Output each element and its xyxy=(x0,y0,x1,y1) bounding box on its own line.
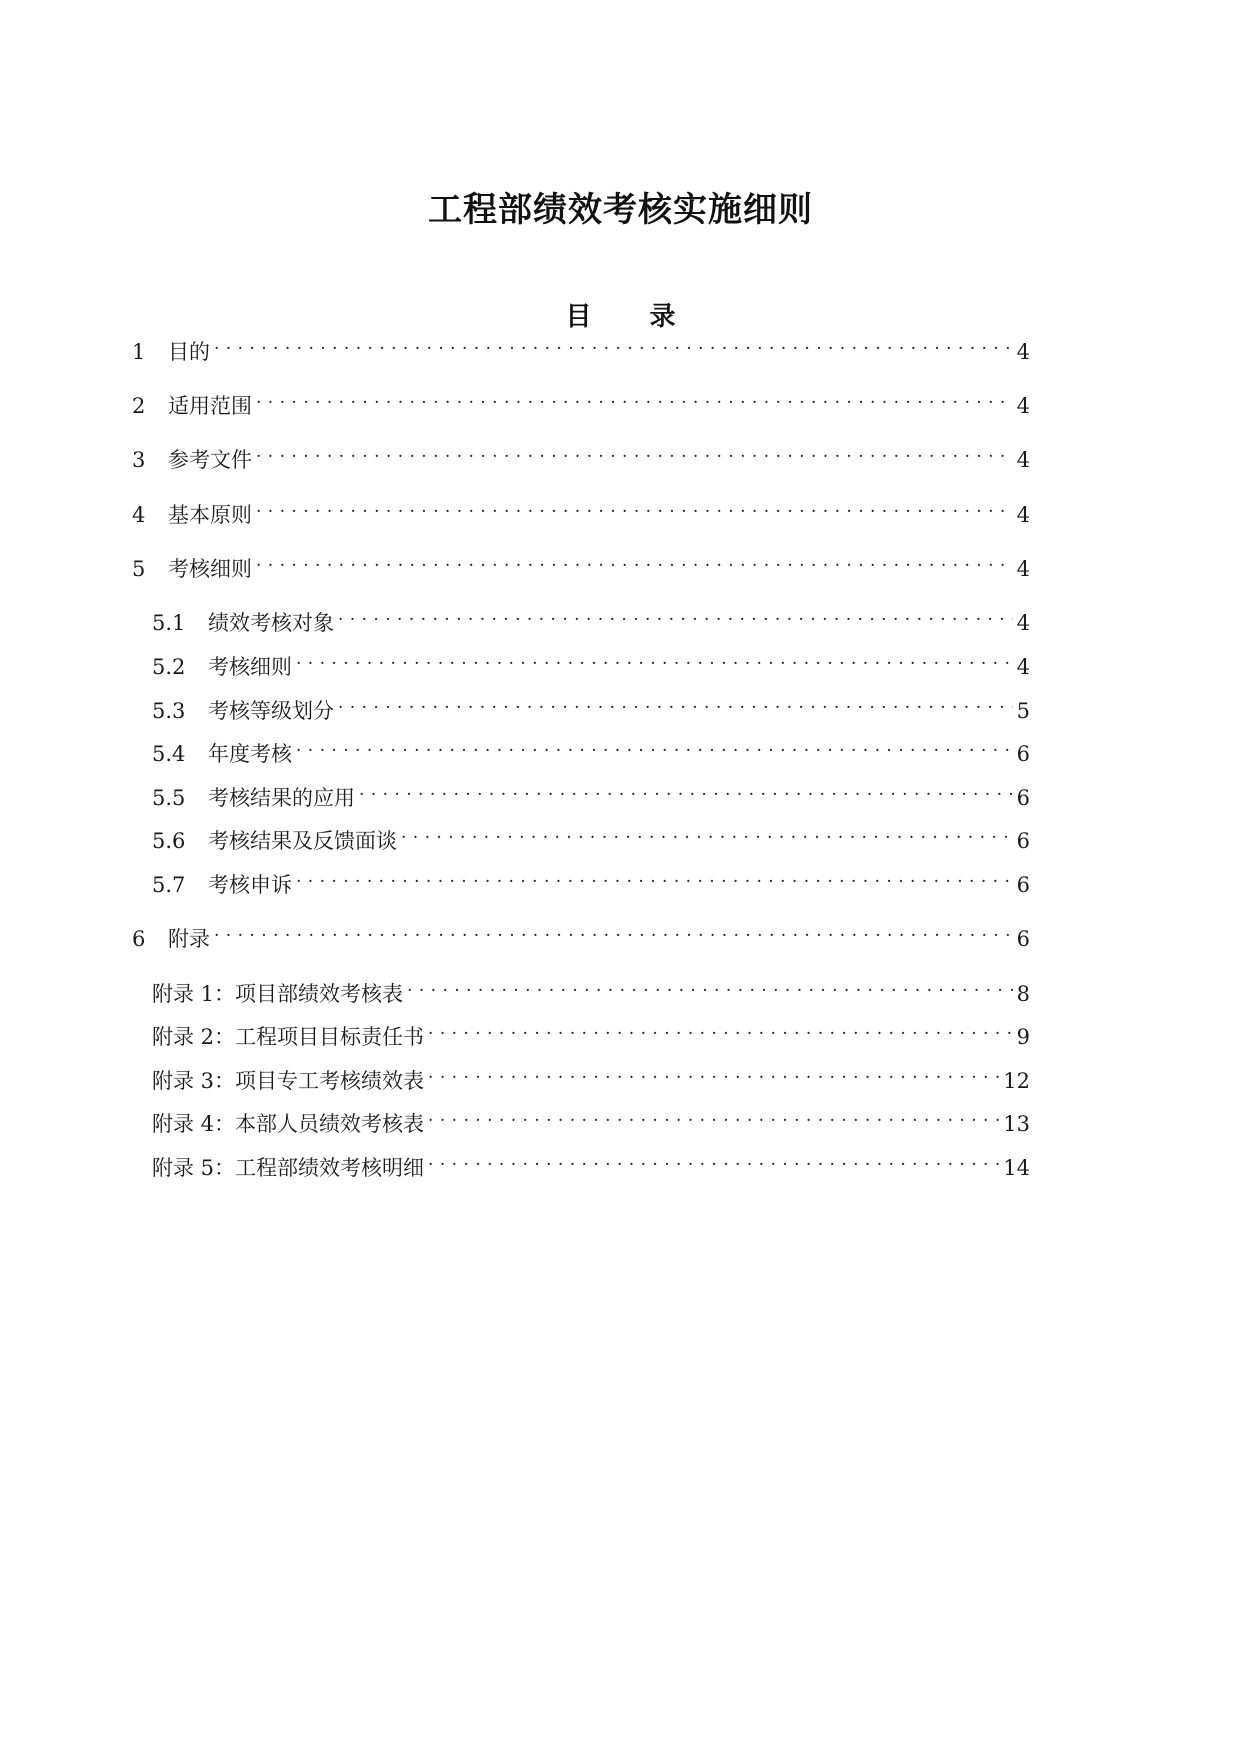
toc-entry-page: 4 xyxy=(1016,340,1030,364)
toc-leader-dots xyxy=(214,329,1013,359)
toc-entry-page: 6 xyxy=(1016,742,1030,766)
toc-entry-page: 12 xyxy=(1003,1069,1030,1093)
toc-entry-number: 5 xyxy=(132,557,146,581)
document-title: 工程部绩效考核实施细则 xyxy=(428,190,813,230)
toc-entry-title: 基本原则 xyxy=(168,503,252,527)
toc-entry-page: 4 xyxy=(1016,503,1030,527)
toc-entry-page: 6 xyxy=(1016,873,1030,897)
toc-entry-number: 5.1 xyxy=(152,611,186,635)
toc-entry-3[interactable] xyxy=(132,437,1030,472)
toc-entry-page: 8 xyxy=(1016,982,1030,1006)
toc-entry-page: 13 xyxy=(1003,1112,1030,1136)
toc-entry-number: 1 xyxy=(132,340,146,364)
toc-leader-dots xyxy=(338,600,1013,630)
toc-leader-dots xyxy=(428,1145,999,1175)
toc-entry-page: 4 xyxy=(1016,611,1030,635)
toc-entry-title: 考核结果及反馈面谈 xyxy=(208,829,397,853)
toc-leader-dots xyxy=(407,971,1013,1001)
toc-leader-dots xyxy=(428,1101,999,1131)
toc-entry-title: 附录 5：工程部绩效考核明细 xyxy=(152,1156,425,1180)
toc-heading-left: 目 xyxy=(565,302,592,332)
toc-entry-title: 考核细则 xyxy=(168,557,252,581)
toc-leader-dots xyxy=(256,546,1013,576)
toc-entry-page: 4 xyxy=(1016,394,1030,418)
toc-entry-appendix-1[interactable] xyxy=(152,971,1030,1006)
toc-leader-dots xyxy=(214,916,1013,946)
toc-leader-dots xyxy=(296,862,1013,892)
toc-entry-title: 附录 3：项目专工考核绩效表 xyxy=(152,1069,425,1093)
toc-entry-5-1[interactable] xyxy=(152,600,1030,635)
toc-entry-number: 2 xyxy=(132,394,146,418)
toc-leader-dots xyxy=(256,383,1013,413)
toc-entry-title: 绩效考核对象 xyxy=(208,611,334,635)
toc-entry-title: 考核细则 xyxy=(208,655,292,679)
toc-heading xyxy=(0,296,1241,333)
toc-entry-number: 3 xyxy=(132,448,146,472)
toc-entry-number: 6 xyxy=(132,927,146,951)
toc-heading-right: 录 xyxy=(649,302,676,332)
toc-leader-dots xyxy=(256,492,1013,522)
toc-entry-5-5[interactable] xyxy=(152,775,1030,810)
toc-entry-title: 年度考核 xyxy=(208,742,292,766)
toc-entry-title: 附录 xyxy=(168,927,210,951)
toc-entry-page: 4 xyxy=(1016,557,1030,581)
toc-entry-number: 5.2 xyxy=(152,655,186,679)
toc-entry-6[interactable] xyxy=(132,916,1030,951)
toc-entry-4[interactable] xyxy=(132,492,1030,527)
toc-leader-dots xyxy=(296,731,1013,761)
toc-leader-dots xyxy=(256,437,1013,467)
toc-leader-dots xyxy=(428,1058,999,1088)
toc-entry-appendix-5[interactable] xyxy=(152,1145,1030,1180)
toc-entry-title: 适用范围 xyxy=(168,394,252,418)
toc-entry-appendix-2[interactable] xyxy=(152,1014,1030,1049)
toc-entry-page: 5 xyxy=(1016,699,1030,723)
toc-entry-appendix-4[interactable] xyxy=(152,1101,1030,1136)
toc-entry-title: 附录 2：工程项目目标责任书 xyxy=(152,1025,425,1049)
toc-entry-number: 5.6 xyxy=(152,829,186,853)
toc-entry-title: 考核结果的应用 xyxy=(208,786,355,810)
toc-entry-5-7[interactable] xyxy=(152,862,1030,897)
toc-entry-page: 9 xyxy=(1016,1025,1030,1049)
toc-entry-title: 附录 1：项目部绩效考核表 xyxy=(152,982,404,1006)
toc-entry-5-4[interactable] xyxy=(152,731,1030,766)
toc-entry-number: 5.7 xyxy=(152,873,186,897)
toc-entry-5-2[interactable] xyxy=(152,644,1030,679)
toc-leader-dots xyxy=(428,1014,1013,1044)
toc-entry-number: 4 xyxy=(132,503,146,527)
toc-entry-title: 考核等级划分 xyxy=(208,699,334,723)
toc-entry-title: 考核申诉 xyxy=(208,873,292,897)
toc-entry-number: 5.5 xyxy=(152,786,186,810)
toc-entry-page: 6 xyxy=(1016,786,1030,810)
toc-leader-dots xyxy=(401,818,1013,848)
toc-entry-page: 4 xyxy=(1016,655,1030,679)
toc-leader-dots xyxy=(338,688,1013,718)
toc-entry-page: 14 xyxy=(1003,1156,1030,1180)
toc-entry-appendix-3[interactable] xyxy=(152,1058,1030,1093)
toc-leader-dots xyxy=(359,775,1013,805)
toc-entry-5[interactable] xyxy=(132,546,1030,581)
toc-entry-page: 4 xyxy=(1016,448,1030,472)
toc-entry-number: 5.3 xyxy=(152,699,186,723)
toc-entry-title: 目的 xyxy=(168,340,210,364)
toc-entry-5-3[interactable] xyxy=(152,688,1030,723)
toc-entry-5-6[interactable] xyxy=(152,818,1030,853)
toc-entry-title: 参考文件 xyxy=(168,448,252,472)
toc-entry-page: 6 xyxy=(1016,829,1030,853)
toc-entry-number: 5.4 xyxy=(152,742,186,766)
toc-entry-1[interactable] xyxy=(132,329,1030,364)
toc-entry-title: 附录 4：本部人员绩效考核表 xyxy=(152,1112,425,1136)
toc-entry-2[interactable] xyxy=(132,383,1030,418)
toc-entry-page: 6 xyxy=(1016,927,1030,951)
toc-leader-dots xyxy=(296,644,1013,674)
